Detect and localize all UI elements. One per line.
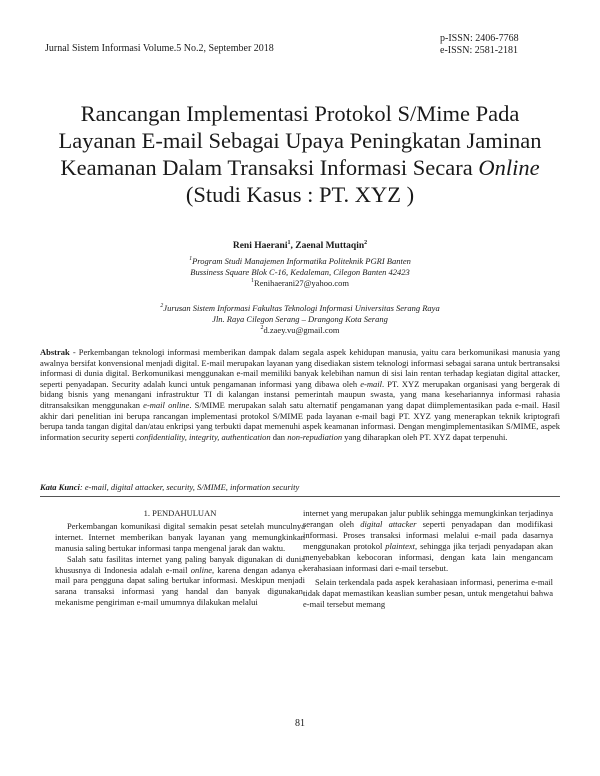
right-column [303,508,553,610]
e-issn: e-ISSN: 2581-2181 [440,45,519,56]
paragraph: Selain terkendala pada aspek kerahasiaan informasi, penerima e-mail tidak dapat memastikan keaslian sumber pesan, untuk mengetahui bahwa e-mail tersebut memang [303,577,553,610]
paragraph: Perkembangan komunikasi digital semakin pesat setelah munculnya internet. Internet memberikan banyak layanan yang memungkinkan manusia saling bertukar informasi tanpa mengenal jarak dan waktu. [55,520,305,553]
issn-block [440,33,519,57]
p-issn: p-ISSN: 2406-7768 [440,33,519,44]
email-1: Renihaerani27@yahoo.com [254,278,349,288]
journal-header: Jurnal Sistem Informasi Volume.5 No.2, September 2018 [45,43,274,54]
title-line-1: Rancangan Implementasi Protokol S/Mime Pada [80,101,520,126]
title-line-3: Keamanan Dalam Transaksi Informasi Secara Online [60,155,540,180]
abstract: Abstrak - Perkembangan teknologi informasi memberikan dampak dalam segala aspek kehidupan manusia, yaitu cara berkomunikasi manusia yang awalnya bersifat konvensional menjadi digital. E-mail merupakan layanan yang disediakan sistem teknologi informasi sebagai sarana untuk bertransaksi informasi di dunia digital. Berkomunikasi menggunakan e-mail memiliki banyak kelebihan namun di sisi lain rentan terhadap kegiatan digital attacker, seperti penyadapan. Security adalah kunci untuk pengamanan informasi yang dibawa oleh e-mail. PT. XYZ merupakan organisasi yang bergerak di bidang bisnis yang menangani infrastruktur TI di kalangan instansi pemerintah maupun swasta, yang mana kesehariannya informasi rahasia ditransaksikan menggunakan e-mail online. S/MIME merupakan salah satu alternatif pengamanan yang dapat diimplementasikan pada e-mail. Hasil akhir dari penelitian ini berupa rancangan implementasi protokol S/MIME pada layanan e-mail bagi PT. XYZ yang menerapkan teknik kriptografi berupa tanda tangan digital dan/atau enkripsi yang terbukti dapat memenuhi aspek keamanan informasi. Dengan mengimplementasikan S/MIME, aspek information security seperti confidentiality, integrity, authentication dan non-repudiation yang diharapkan oleh PT. XYZ dapat terpenuhi. [40,347,560,442]
title-line-4: (Studi Kasus : PT. XYZ ) [185,182,415,207]
author-2: Zaenal Muttaqin [295,241,365,251]
left-column [55,508,305,608]
abstract-label: Abstrak [40,347,70,357]
keywords-label: Kata Kunci [40,482,80,492]
divider [40,496,560,497]
affiliation-2: $^2$Jurusan Sistem Informasi Fakultas Teknologi Informasi Universitas Serang Raya Jln. Raya Cilegon Serang – Drangong Kota Serang $^2$d.zaey.vu@gmail.com [160,303,440,335]
page-number: 81 [295,718,305,729]
affiliation-1: $^1$Program Studi Manajemen Informatika Politeknik PGRI Banten Bussiness Square Blok C-16, Kedaleman, Cilegon Banten 42423 $^1$Renihaerani27@yahoo.com [189,256,411,288]
paragraph: internet yang merupakan jalur publik sehingga memungkinkan terjadinya serangan oleh digital attacker seperti penyadapan dan modifikasi informasi. Proses transaksi informasi melalui e-mail pada dasarnya menggunakan protokol plaintext, sehingga jika terjadi penyadapan akan menyebabkan kebocoran informasi, dengan kata lain mengancam kerahasiaan informasi dari e-mail tersebut. [303,508,554,573]
author-list: Reni Haerani$^1$, Zaenal Muttaqin$^2$ [232,239,368,251]
title-line-2: Layanan E-mail Sebagai Upaya Peningkatan Jaminan [58,128,542,153]
keywords: Kata Kunci: e-mail, digital attacker, security, S/MIME, information security [40,482,300,492]
section-heading: 1. PENDAHULUAN [143,508,217,518]
author-1: Reni Haerani [232,241,288,251]
paragraph: Salah satu fasilitas internet yang paling banyak digunakan di dunia khususnya di Indonesia adalah e-mail online, karena dengan adanya e-mail para pengguna dapat saling bertukar informasi. Meskipun menjadi sarana transaksi informasi yang handal dan banyak digunakan, mekanisme pengiriman e-mail umumnya dilakukan melalui [55,553,306,608]
paper-title [30,100,570,208]
email-2: d.zaey.vu@gmail.com [263,325,340,335]
